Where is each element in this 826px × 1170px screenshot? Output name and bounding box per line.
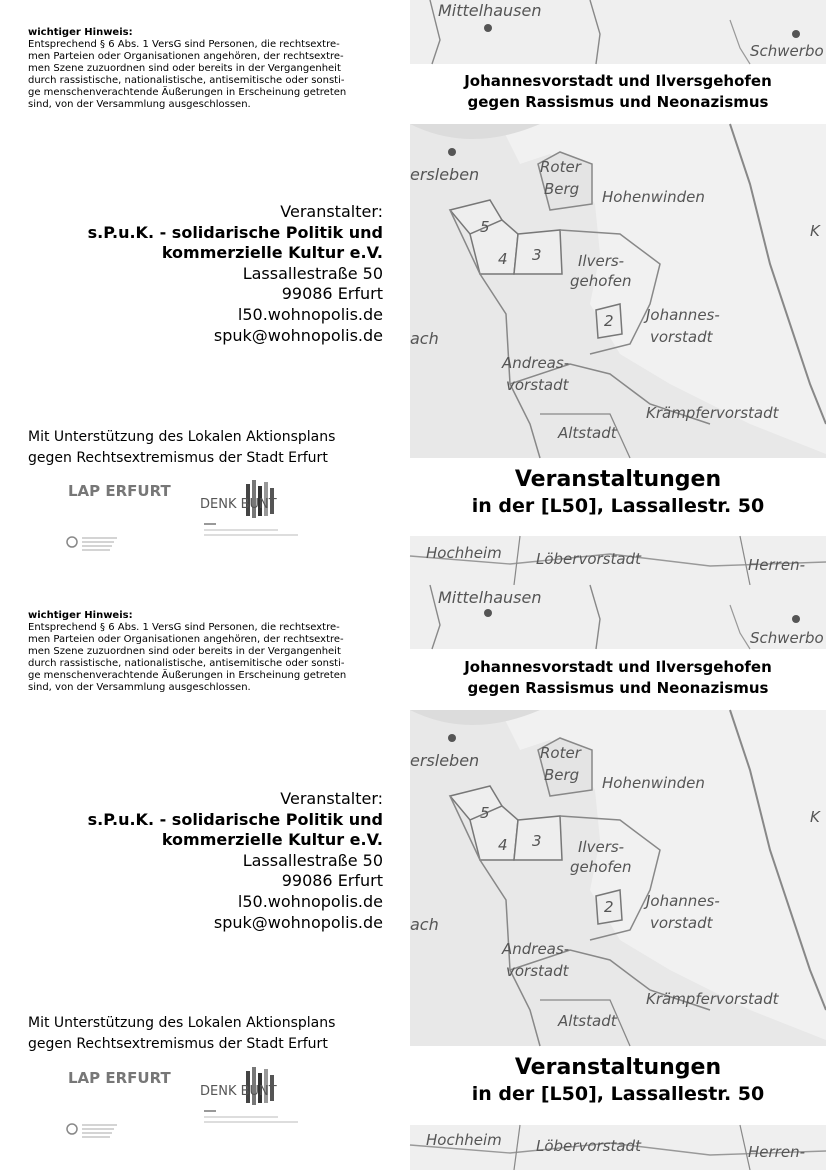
place-label: Altstadt	[558, 1012, 617, 1030]
event-heading-line: in der [L50], Lassallestr. 50	[471, 495, 765, 517]
place-label: Roter	[540, 158, 581, 176]
place-label: Roter	[540, 744, 581, 762]
organizer-block	[40, 789, 383, 933]
organizer-email: spuk@wohnopolis.de	[213, 912, 383, 932]
organizer-name: kommerzielle Kultur e.V.	[161, 243, 383, 263]
denkbunt-wordmark: DENK BUNT	[200, 1084, 277, 1099]
place-label: vorstadt	[650, 914, 713, 932]
organizer-city: 99086 Erfurt	[281, 284, 383, 304]
district-number: 5	[480, 804, 490, 822]
map-title	[410, 71, 826, 113]
place-label: ersleben	[410, 751, 480, 770]
notice-line: ge menschenverachtende Äußerungen in Erscheinung getreten	[28, 670, 347, 681]
notice-line: men Szene zuzuordnen sind oder bereits in der Vergangenheit	[28, 646, 341, 657]
district-number: 5	[480, 218, 490, 236]
organizer-name: s.P.u.K. - solidarische Politik und	[87, 809, 383, 829]
legal-notice	[28, 610, 388, 694]
place-label: Hochheim	[426, 1131, 502, 1149]
notice-title: wichtiger Hinweis:	[28, 27, 133, 38]
place-label: Berg	[544, 180, 580, 198]
organizer-city: 99086 Erfurt	[281, 871, 383, 891]
place-label: Berg	[544, 766, 580, 784]
notice-line: sind, von der Versammlung ausgeschlossen.	[28, 99, 251, 110]
lap-logo	[62, 1065, 171, 1145]
map-title	[410, 657, 826, 699]
organizer-name: s.P.u.K. - solidarische Politik und	[87, 222, 383, 242]
district-map	[410, 124, 826, 458]
organizer-street: Lassallestraße 50	[242, 850, 383, 870]
place-label: K	[810, 222, 820, 240]
support-line: Mit Unterstützung des Lokalen Aktionsplans	[28, 1015, 336, 1031]
map-title-line: gegen Rassismus und Neonazismus	[467, 679, 769, 697]
district-number: 3	[532, 246, 542, 264]
place-label: Johannes-	[646, 306, 720, 324]
place-label: gehofen	[570, 272, 632, 290]
place-label: Johannes-	[646, 892, 720, 910]
lap-logo	[62, 478, 171, 558]
place-label: ach	[410, 915, 439, 934]
place-label: Mittelhausen	[438, 1, 542, 20]
district-number: 2	[604, 898, 614, 916]
svg-text:LAP ERFURT: LAP ERFURT	[68, 482, 171, 500]
map-bottom-strip	[410, 1125, 826, 1170]
map-title-line: gegen Rassismus und Neonazismus	[467, 93, 769, 111]
place-label: Schwerbo	[750, 629, 824, 647]
place-label: Hohenwinden	[602, 188, 705, 206]
flyer-bottom	[0, 585, 826, 1170]
support-line: Mit Unterstützung des Lokalen Aktionsplans	[28, 429, 336, 445]
place-label: Ilvers-	[578, 252, 625, 270]
place-label: Altstadt	[558, 424, 617, 442]
map-top-strip	[410, 585, 826, 649]
place-label: Andreas-	[502, 940, 570, 958]
notice-line: Entsprechend § 6 Abs. 1 VersG sind Personen, die rechtsextre-	[28, 622, 340, 633]
place-label: Löbervorstadt	[536, 1137, 641, 1155]
district-number: 3	[532, 832, 542, 850]
place-label: Andreas-	[502, 354, 570, 372]
notice-line: durch rassistische, nationalistische, antisemitische oder sonsti-	[28, 658, 345, 669]
organizer-street: Lassallestraße 50	[242, 263, 383, 283]
map-bottom-strip	[410, 536, 826, 585]
organizer-label: Veranstalter:	[280, 789, 383, 808]
notice-line: durch rassistische, nationalistische, antisemitische oder sonsti-	[28, 75, 345, 86]
support-text	[28, 1013, 408, 1055]
place-label: Ilvers-	[578, 838, 625, 856]
organizer-block	[40, 202, 383, 346]
place-label: Löbervorstadt	[536, 550, 641, 568]
place-label: Herren-	[748, 1143, 805, 1161]
notice-line: ge menschenverachtende Äußerungen in Erscheinung getreten	[28, 87, 347, 98]
denkbunt-logo	[198, 1065, 308, 1135]
legal-notice	[28, 27, 388, 111]
place-label: vorstadt	[506, 962, 569, 980]
organizer-email: spuk@wohnopolis.de	[213, 325, 383, 345]
district-number: 2	[604, 312, 614, 330]
event-heading-line: in der [L50], Lassallestr. 50	[471, 1083, 765, 1105]
organizer-name: kommerzielle Kultur e.V.	[161, 830, 383, 850]
notice-line: men Parteien oder Organisationen angehören, der rechtsextre-	[28, 634, 344, 645]
place-label: Herren-	[748, 556, 805, 574]
place-label: vorstadt	[506, 376, 569, 394]
place-label: Schwerbo	[750, 42, 824, 60]
place-label: Krämpfervorstadt	[646, 990, 779, 1008]
event-heading	[410, 466, 826, 518]
support-text	[28, 427, 408, 469]
district-number: 4	[498, 836, 508, 854]
notice-line: Entsprechend § 6 Abs. 1 VersG sind Personen, die rechtsextre-	[28, 39, 340, 50]
denkbunt-wordmark: DENK BUNT	[200, 497, 277, 512]
svg-text:LAP ERFURT: LAP ERFURT	[68, 1069, 171, 1087]
place-label: Hochheim	[426, 544, 502, 562]
place-label: Krämpfervorstadt	[646, 404, 779, 422]
support-line: gegen Rechtsextremismus der Stadt Erfurt	[28, 1036, 328, 1052]
map-title-line: Johannesvorstadt und Ilversgehofen	[464, 72, 772, 90]
place-label: Mittelhausen	[438, 588, 542, 607]
place-label: vorstadt	[650, 328, 713, 346]
map-title-line: Johannesvorstadt und Ilversgehofen	[464, 658, 772, 676]
notice-line: men Parteien oder Organisationen angehören, der rechtsextre-	[28, 51, 344, 62]
event-heading-line: Veranstaltungen	[514, 1055, 722, 1080]
district-map	[410, 710, 826, 1046]
district-number: 4	[498, 250, 508, 268]
organizer-web: l50.wohnopolis.de	[237, 304, 383, 324]
place-label: gehofen	[570, 858, 632, 876]
place-label: ach	[410, 329, 439, 348]
event-heading	[410, 1054, 826, 1106]
support-line: gegen Rechtsextremismus der Stadt Erfurt	[28, 450, 328, 466]
notice-title: wichtiger Hinweis:	[28, 610, 133, 621]
organizer-web: l50.wohnopolis.de	[237, 891, 383, 911]
place-label: ersleben	[410, 165, 480, 184]
event-heading-line: Veranstaltungen	[514, 467, 722, 492]
notice-line: men Szene zuzuordnen sind oder bereits in der Vergangenheit	[28, 63, 341, 74]
organizer-label: Veranstalter:	[280, 202, 383, 221]
place-label: K	[810, 808, 820, 826]
notice-line: sind, von der Versammlung ausgeschlossen.	[28, 682, 251, 693]
map-top-strip	[410, 0, 826, 64]
denkbunt-logo	[198, 478, 308, 548]
place-label: Hohenwinden	[602, 774, 705, 792]
